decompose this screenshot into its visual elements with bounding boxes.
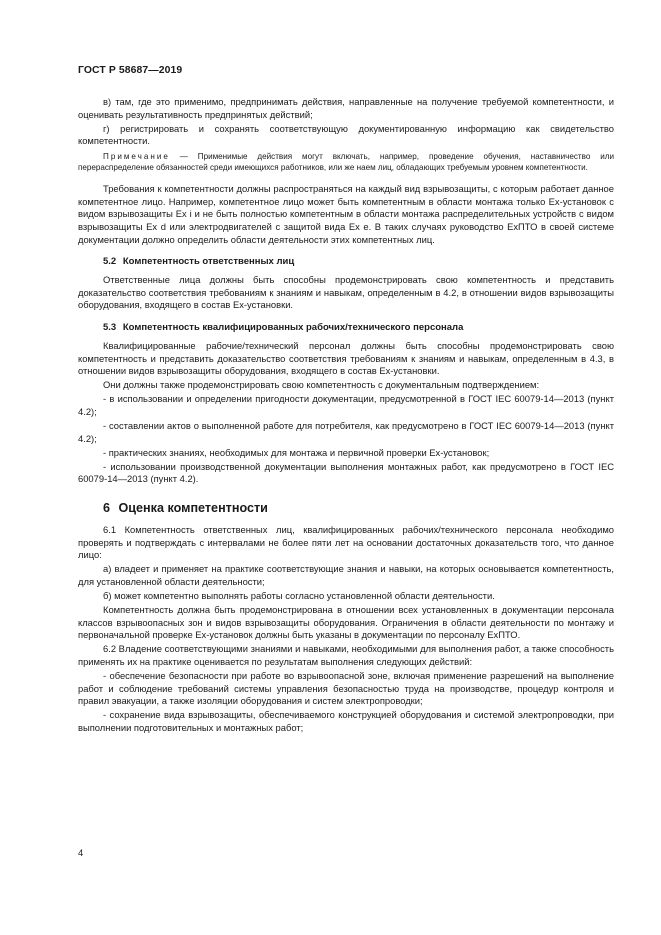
list-item: - практических знаниях, необходимых для монтажа и первичной проверки Ex-установок;	[103, 446, 490, 458]
list-item: - использовании производственной документации выполнения монтажных работ, как предусмотрено в ГОСТ IEC 60079-14—2013 (пункт 4.2).	[78, 460, 614, 485]
list-item: - в использовании и определении пригодности документации, предусмотренной в ГОСТ IEC 60079-14—2013 (пункт 4.2);	[78, 393, 614, 417]
note-text: — Применимые действия могут включать, например, проведение обучения, наставничество или перераспределение обязанностей среди имеющихся работников, или же наем лиц, обладающих требуемым уровнем компетентности.	[78, 151, 614, 173]
page-number: 4	[78, 847, 84, 858]
section-number: 5.2	[103, 256, 117, 268]
paragraph-competence-scope: Требования к компетентности должны распространяться на каждый вид взрывозащиты, с которым работает данное компетентное лицо. Например, компетентное лицо может быть компетентным в области монтажа только Ex-установок с видом взрывозащиты Ex i и не быть полностью компетентным в области монтажа распределительных устройств с видом взрывозащиты Ex d или электродвигателей с защитой вида Ex e. В таких случаях руководство ExПТО в своей системе документации должно определить области деятельности этих компетентных лиц.	[78, 183, 614, 245]
note-block	[78, 151, 614, 173]
paragraph-6-1-scope: Компетентность должна быть продемонстрирована в отношении всех установленных в документации персонала классов взрывоопасных зон и видов взрывозащиты оборудования. Ограничения в области деятельности по монтажу и первоначальной проверке Ex-установок должны быть указаны в документации по персоналу ExПТО.	[78, 604, 614, 641]
paragraph-5-2: Ответственные лица должны быть способны продемонстрировать свою компетентность и представить доказательство соответствия требованиям к знаниям и навыкам, определенным в 4.2, в отношении видов взрывозащиты оборудования, входящего в состав Ex-установки.	[78, 274, 614, 311]
section-title: Оценка компетентности	[118, 501, 268, 516]
list-item: - обеспечение безопасности при работе во взрывоопасной зоне, включая применение разрешений на выполнение работ и соблюдение требований системы управления безопасностью труда на производстве, процедур контроля и правил эвакуации, а также изоляции оборудования и систем электропроводки;	[78, 670, 614, 707]
paragraph-item-g: г) регистрировать и сохранять соответствующую документированную информацию как свидетельство компетентности.	[78, 122, 614, 147]
section-heading-5-3	[103, 322, 614, 334]
list-item: а) владеет и применяет на практике соответствующие знания и навыки, на которых основывается компетентность, для установленной области деятельности;	[78, 563, 614, 587]
section-number: 5.3	[103, 322, 117, 334]
list-item: б) может компетентно выполнять работы согласно установленной области деятельности.	[103, 590, 495, 602]
list-item: - составлении актов о выполненной работе для потребителя, как предусмотрено в ГОСТ IEC 60079-14—2013 (пункт 4.2);	[78, 420, 614, 444]
section-title: Компетентность ответственных лиц	[122, 256, 295, 268]
section-heading-5-2	[103, 256, 614, 268]
paragraph-6-1: 6.1 Компетентность ответственных лиц, квалифицированных рабочих/технического персонала необходимо проверять и подтверждать с интервалами не более пяти лет на основании достаточных доказательств того, что данное лицо:	[78, 524, 614, 561]
standard-code-header: ГОСТ Р 58687—2019	[78, 65, 183, 76]
section-number: 6	[103, 501, 111, 516]
list-item: - сохранение вида взрывозащиты, обеспечиваемого конструкцией оборудования и системой электропроводки, при выполнении подготовительных и монтажных работ;	[78, 709, 614, 733]
paragraph-6-2: 6.2 Владение соответствующими знаниями и навыками, необходимыми для выполнения работ, а также способность применять их на практике оценивается по результатам выполнения следующих действий:	[78, 643, 614, 667]
document-body	[78, 96, 614, 736]
paragraph-5-3: Квалифицированные рабочие/технический персонал должны быть способны продемонстрировать свою компетентность и представить доказательство соответствия требованиям к знаниям и навыкам, определенным в 4.3, в отношении видов взрывозащиты оборудования, входящего в состав Ex-установки.	[78, 340, 614, 377]
note-label: Примечание	[103, 151, 170, 161]
section-title: Компетентность квалифицированных рабочих/технического персонала	[122, 322, 464, 334]
paragraph-item-v: в) там, где это применимо, предпринимать действия, направленные на получение требуемой компетентности, и оценивать результативность предпринятых действий;	[78, 96, 614, 120]
section-heading-6	[103, 500, 614, 516]
paragraph-5-3-intro: Они должны также продемонстрировать свою компетентность с документальным подтверждением:	[103, 379, 540, 391]
